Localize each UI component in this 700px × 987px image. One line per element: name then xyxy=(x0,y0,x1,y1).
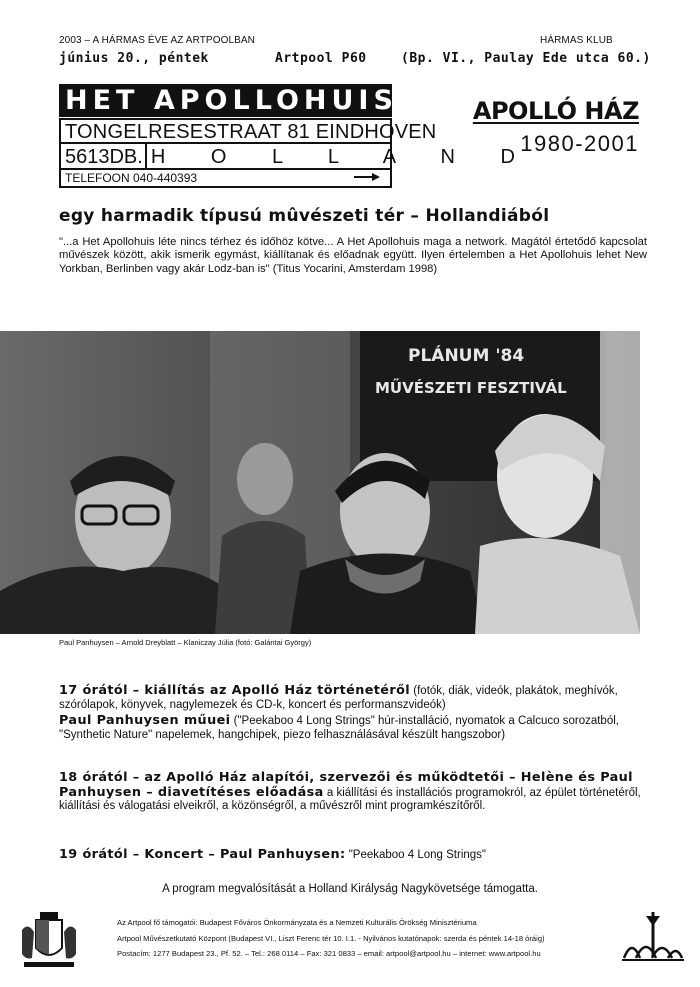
program-item-title: 19 órától – Koncert – Paul Panhuysen: xyxy=(59,847,346,862)
support-note: A program megvalósítását a Holland Királyság Nagykövetsége támogatta. xyxy=(162,883,538,895)
program-item-text: a kiállítási és installációs programokról, az épület történetéről, kiállítási és válogatási elveikről, a közönségről, a művészről mint programkészítőről. xyxy=(59,786,641,812)
event-photo xyxy=(0,331,640,634)
program-item-title: 17 órától – kiállítás az Apolló Ház történetéről xyxy=(59,683,411,698)
logo-street: TONGELRESESTRAAT 81 EINDHOVEN xyxy=(61,120,392,144)
subtitle: egy harmadik típusú mûvészeti tér – Hollandiából xyxy=(59,206,550,226)
club-name: HÁRMAS KLUB xyxy=(540,35,613,46)
program-item-text: (fotók, diák, videók, plakátok, meghívók, szórólapok, könyvek, nagylemezek és CD-k, koncert és performanszvideók) xyxy=(59,685,618,711)
logo-zip: 5613DB. xyxy=(65,144,147,170)
program-item-title: Paul Panhuysen műuei xyxy=(59,713,231,728)
program-item xyxy=(59,848,659,863)
poster-text-1: PLÁNUM '84 xyxy=(408,346,525,366)
logo-country: H O L L A N D xyxy=(150,146,535,168)
event-date: június 20., péntek xyxy=(59,51,209,66)
apollohuis-logo xyxy=(59,84,535,188)
program-item-text: "Peekaboo 4 Long Strings" xyxy=(345,849,487,861)
footer-line-1: Az Artpool fő támogatói: Budapest Főváros Önkormányzata és a Nemzeti Kulturális Örökség Minisztériuma xyxy=(117,918,477,927)
logo-name: HET APOLLOHUIS xyxy=(59,84,392,117)
title-years: 1980-2001 xyxy=(520,131,639,156)
program-item-text: ("Peekaboo 4 Long Strings" húr-installáció, nyomatok a Calcuco sorozatból, "Synthetic Nature" napelemek, hangchipek, piezo felhasználásával készült hangszobor) xyxy=(59,715,619,741)
logo-phone: TELEFOON 040-440393 xyxy=(65,171,198,185)
arrow-right-icon xyxy=(354,173,380,181)
poster-text-2: MŰVÉSZETI FESZTIVÁL xyxy=(375,379,567,397)
quote-text: "...a Het Apollohuis léte nincs térhez és időhöz kötve... A Het Apollohuis maga a network. Magától értetődő kapcsolat művészek között, akik ismerik egymást, kiállítanak és előadnak együtt. Ilyen értelemben a Het Apollohuis lehet New Yorkban, Berlinben vagy akár Lodz-ban is" (Titus Yocarini, Amsterdam 1998) xyxy=(59,236,647,275)
logo-zip-row xyxy=(61,144,535,170)
program-item xyxy=(59,714,659,742)
page-title: APOLLÓ HÁZ xyxy=(472,97,639,125)
program-item-title: 18 órától – az Apolló Ház alapítói, szervezői és működtetői – Helène és Paul Panhuysen – diavetítéses előadása xyxy=(59,770,633,800)
coat-of-arms-icon xyxy=(18,910,80,970)
event-address: (Bp. VI., Paulay Ede utca 60.) xyxy=(401,51,651,66)
footer-line-3: Postacím: 1277 Budapest 23., Pf. 52. – Tel.: 268 0114 – Fax: 321 0833 – email: artpool@artpool.hu – internet: www.artpool.hu xyxy=(117,949,541,958)
series-line: 2003 – A HÁRMAS ÉVE AZ ARTPOOLBAN xyxy=(59,35,255,46)
photo-caption: Paul Panhuysen – Arnold Dreyblatt – Klaniczay Júlia (fotó: Galántai György) xyxy=(59,638,312,647)
logo-address-box xyxy=(59,118,535,188)
logo-phone-row xyxy=(61,170,392,186)
footer-line-2: Artpool Művészetkutató Központ (Budapest VI., Liszt Ferenc tér 10. I.1. - Nyilvános kutatónapok: szerda és péntek 14-18 óráig) xyxy=(117,934,545,943)
program-item xyxy=(59,771,659,814)
program-item xyxy=(59,684,659,712)
photo-illustration xyxy=(0,331,640,634)
artpool-logo-icon xyxy=(622,908,684,968)
event-venue: Artpool P60 xyxy=(275,51,367,66)
